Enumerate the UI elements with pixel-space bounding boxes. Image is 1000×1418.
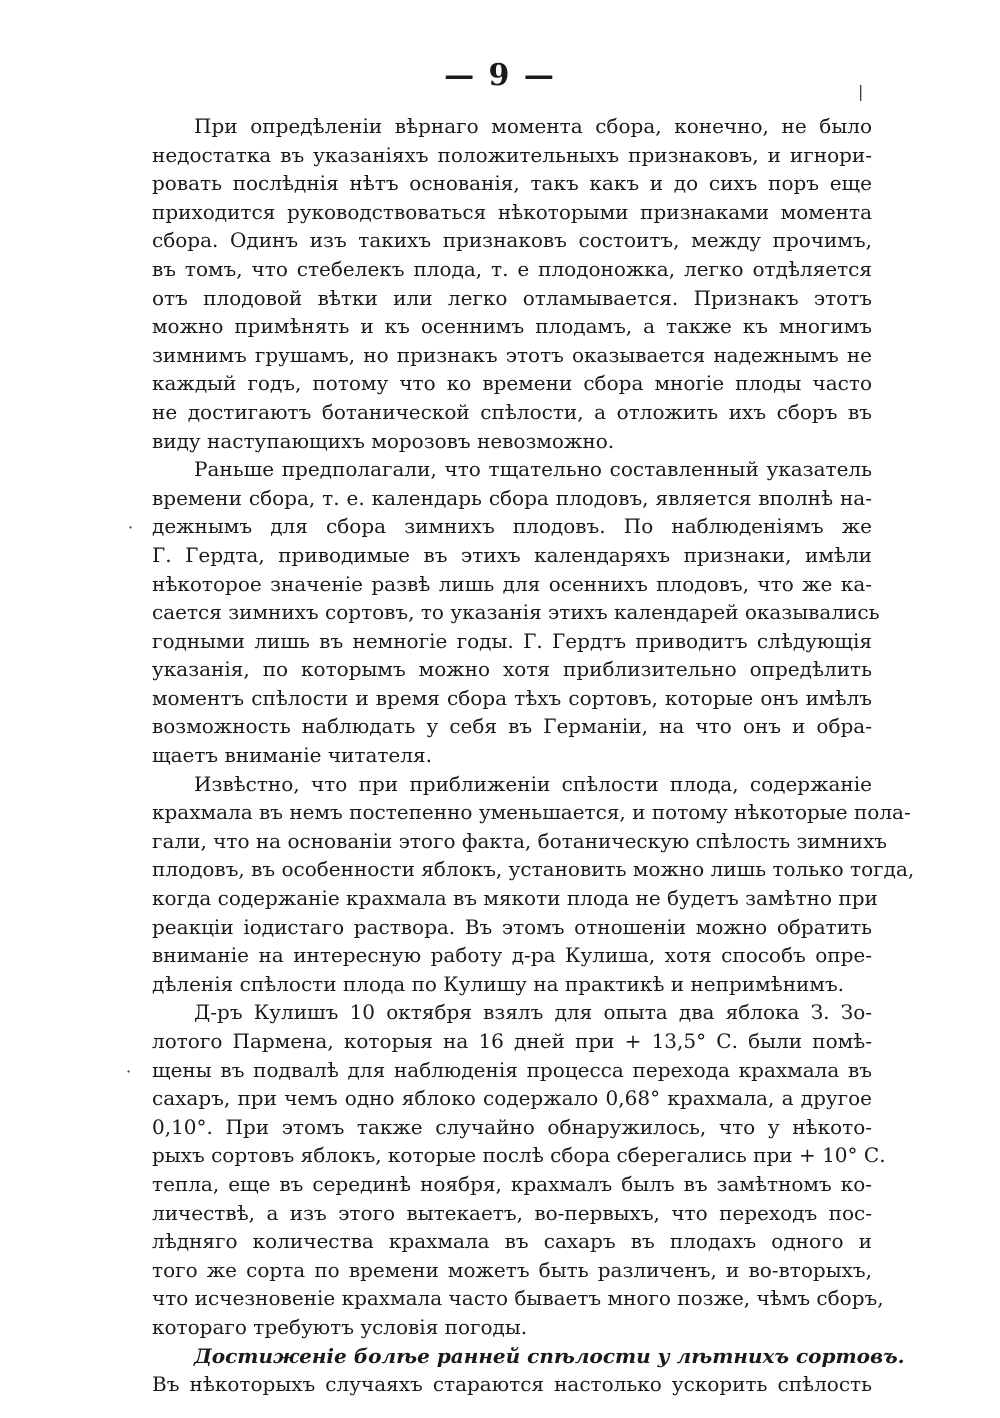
section-heading: Достиженіе болѣе ранней спѣлости у лѣтнихъ сортовъ.: [194, 1343, 905, 1368]
body-text: [152, 112, 915, 1399]
text-line: лотого Пармена, которыя на 16 дней при + 13,5° С. были помѣ-: [152, 1029, 872, 1053]
text-line: рыхъ сортовъ яблокъ, которые послѣ сбора сберегались при + 10° С.: [152, 1143, 886, 1168]
text-line: времени сбора, т. е. календарь сбора плодовъ, является вполнѣ на-: [152, 485, 872, 510]
text-line: щены въ подвалѣ для наблюденія процесса перехода крахмала въ: [152, 1057, 872, 1082]
text-line: дѣленія спѣлости плода по Кулишу на практикѣ и непримѣнимъ.: [152, 971, 845, 996]
text-line: недостатка въ указаніяхъ положительныхъ признаковъ, и игнори-: [152, 142, 872, 167]
text-line: 0,10°. При этомъ также случайно обнаружилось, что у нѣкото-: [152, 1114, 872, 1139]
text-line: сбора. Одинъ изъ такихъ признаковъ состоитъ, между прочимъ,: [152, 228, 872, 253]
text-line: личествѣ, а изъ этого вытекаетъ, во-первыхъ, что переходъ пос-: [152, 1200, 872, 1225]
page-number: — 9 —: [444, 58, 556, 93]
text-line: моментъ спѣлости и время сбора тѣхъ сортовъ, которые онъ имѣлъ: [152, 685, 872, 710]
text-line: возможность наблюдать у себя въ Германіи, на что онъ и обра-: [152, 714, 872, 739]
margin-mark-top-right: |: [858, 82, 864, 101]
text-line: При опредѣленіи вѣрнаго момента сбора, конечно, не было: [194, 114, 872, 138]
text-line: сахаръ, при чемъ одно яблоко содержало 0,68° крахмала, а другое: [152, 1086, 872, 1111]
text-line: виду наступающихъ морозовъ невозможно.: [152, 428, 615, 453]
margin-mark-left: ·: [126, 1062, 132, 1081]
text-line: реакціи іодистаго раствора. Въ этомъ отношеніи можно обратить: [152, 914, 872, 939]
text-line: нѣкоторое значеніе развѣ лишь для осеннихъ плодовъ, что же ка-: [152, 571, 872, 596]
margin-mark-left: ·: [128, 518, 134, 537]
text-line: гали, что на основаніи этого факта, ботаническую спѣлость зимнихъ: [152, 828, 887, 853]
text-line: дежнымъ для сбора зимнихъ плодовъ. По наблюденіямъ же: [152, 514, 872, 539]
text-line: когда содержаніе крахмала въ мякоти плода не будетъ замѣтно при: [152, 886, 878, 911]
text-line: указанія, по которымъ можно хотя приблизительно опредѣлить: [152, 657, 872, 682]
text-line: тепла, еще въ серединѣ ноября, крахмалъ былъ въ замѣтномъ ко-: [152, 1171, 872, 1196]
text-line: что исчезновеніе крахмала часто бываетъ много позже, чѣмъ сборъ,: [152, 1286, 884, 1311]
text-line: ровать послѣднія нѣтъ основанія, такъ какъ и до сихъ поръ еще: [152, 171, 872, 196]
text-line: плодовъ, въ особенности яблокъ, установить можно лишь только тогда,: [152, 857, 915, 882]
text-line: крахмала въ немъ постепенно уменьшается, и потому нѣкоторые пола-: [152, 800, 911, 825]
text-line: щаетъ вниманіе читателя.: [152, 743, 432, 768]
text-line: не достигаютъ ботанической спѣлости, а отложить ихъ сборъ въ: [152, 399, 872, 424]
text-line: въ томъ, что стебелекъ плода, т. е плодоножка, легко отдѣляется: [152, 256, 872, 281]
text-line: Въ нѣкоторыхъ случаяхъ стараются настолько ускорить спѣлость: [152, 1372, 872, 1397]
text-line: каждый годъ, потому что ко времени сбора многіе плоды часто: [152, 371, 872, 396]
text-line: Извѣстно, что при приближеніи спѣлости плода, содержаніе: [194, 771, 872, 796]
text-line: отъ плодовой вѣтки или легко отламывается. Признакъ этотъ: [152, 285, 872, 310]
text-line: зимнимъ грушамъ, но признакъ этотъ оказывается надежнымъ не: [152, 342, 872, 367]
text-line: годными лишь въ немногіе годы. Г. Гердтъ приводитъ слѣдующія: [152, 628, 872, 653]
text-line: приходится руководствоваться нѣкоторыми признаками момента: [152, 199, 872, 224]
text-line: Раньше предполагали, что тщательно составленный указатель: [194, 457, 872, 482]
text-line: лѣдняго количества крахмала въ сахаръ въ плодахъ одного и: [152, 1229, 872, 1254]
text-line: сается зимнихъ сортовъ, то указанія этихъ календарей оказывались: [152, 600, 880, 625]
text-line: Д-ръ Кулишъ 10 октября взялъ для опыта два яблока З. Зо-: [194, 1000, 872, 1025]
text-line: того же сорта по времени можетъ быть различенъ, и во-вторыхъ,: [152, 1257, 872, 1282]
text-line: можно примѣнять и къ осеннимъ плодамъ, а также къ многимъ: [152, 314, 872, 339]
text-line: вниманіе на интересную работу д-ра Кулиша, хотя способъ опре-: [152, 943, 872, 968]
text-line: Г. Гердта, приводимые въ этихъ календаряхъ признаки, имѣли: [152, 542, 872, 567]
text-line: котораго требуютъ условія погоды.: [152, 1314, 528, 1339]
